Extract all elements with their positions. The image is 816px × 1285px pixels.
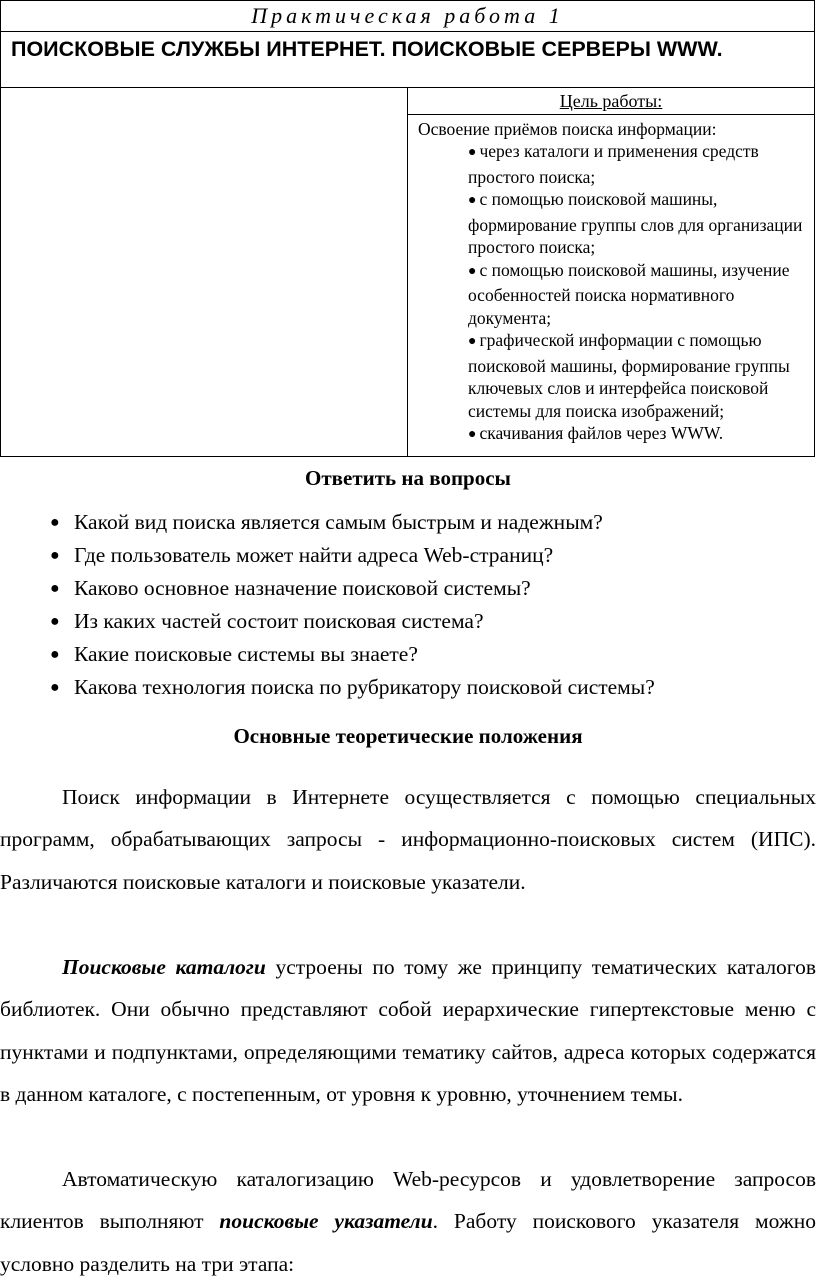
bullet-icon: ● xyxy=(50,574,74,604)
term-search-indexes: поисковые указатели xyxy=(219,1209,432,1233)
questions-title: Ответить на вопросы xyxy=(0,466,816,491)
practical-work-title: Практическая работа 1 xyxy=(1,0,814,32)
theory-paragraph-3: Автоматическую каталогизацию Web-ресурсов и удовлетворение запросов клиентов выполняют поисковые указатели. Работу поискового указателя можно условно разделить на три этапа: xyxy=(0,1158,816,1285)
goal-empty-cell xyxy=(1,88,408,456)
questions-list xyxy=(50,507,655,705)
bullet-icon: ● xyxy=(468,264,476,279)
bullet-icon: ● xyxy=(50,640,74,670)
bullet-icon: ● xyxy=(468,334,476,349)
goal-cell xyxy=(408,88,814,456)
bullet-icon: ● xyxy=(50,607,74,637)
theory-paragraph-1: Поиск информации в Интернете осуществляется с помощью специальных программ, обрабатывающих запросы - информационно-поисковых систем (ИПС). Различаются поисковые каталоги и поисковые указатели. xyxy=(0,776,816,904)
goal-item: ● через каталоги и применения средств простого поиска; xyxy=(468,140,814,188)
question-item: ● Какова технология поиска по рубрикатору поисковой системы? xyxy=(50,672,655,705)
goal-list xyxy=(408,140,814,448)
question-item: ● Какой вид поиска является самым быстрым и надежным? xyxy=(50,507,655,540)
goal-intro: Освоение приёмов поиска информации: xyxy=(408,115,814,140)
bullet-icon: ● xyxy=(50,508,74,538)
question-item: ● Каково основное назначение поисковой системы? xyxy=(50,573,655,606)
term-search-catalogs: Поисковые каталоги xyxy=(62,955,266,979)
goal-item: ● с помощью поисковой машины, формирование группы слов для организации простого поиска; xyxy=(468,188,814,259)
theory-paragraph-2: Поисковые каталоги устроены по тому же принципу тематических каталогов библиотек. Они обычно представляют собой иерархические гипертекстовые меню с пунктами и подпунктами, определяющими тематику сайтов, адреса которых содержатся в данном каталоге, с постепенным, от уровня к уровню, уточнением темы. xyxy=(0,946,816,1116)
bullet-icon: ● xyxy=(50,673,74,703)
bullet-icon: ● xyxy=(468,427,476,442)
goal-item: ● скачивания файлов через WWW. xyxy=(468,422,814,448)
goal-label: Цель работы: xyxy=(408,88,814,115)
header-table xyxy=(0,0,815,457)
goal-item: ● графической информации с помощью поисковой машины, формирование группы ключевых слов и интерфейса поисковой системы для поиска изображений; xyxy=(468,329,814,422)
bullet-icon: ● xyxy=(468,145,476,160)
question-item: ● Где пользователь может найти адреса Web-страниц? xyxy=(50,540,655,573)
question-item: ● Из каких частей состоит поисковая система? xyxy=(50,606,655,639)
theory-title: Основные теоретические положения xyxy=(0,724,816,749)
bullet-icon: ● xyxy=(50,541,74,571)
bullet-icon: ● xyxy=(468,193,476,208)
question-item: ● Какие поисковые системы вы знаете? xyxy=(50,639,655,672)
goal-row xyxy=(1,88,814,456)
goal-item: ● с помощью поисковой машины, изучение особенностей поиска нормативного документа; xyxy=(468,259,814,330)
work-heading: ПОИСКОВЫЕ СЛУЖБЫ ИНТЕРНЕТ. ПОИСКОВЫЕ СЕРВЕРЫ WWW. xyxy=(1,32,814,88)
